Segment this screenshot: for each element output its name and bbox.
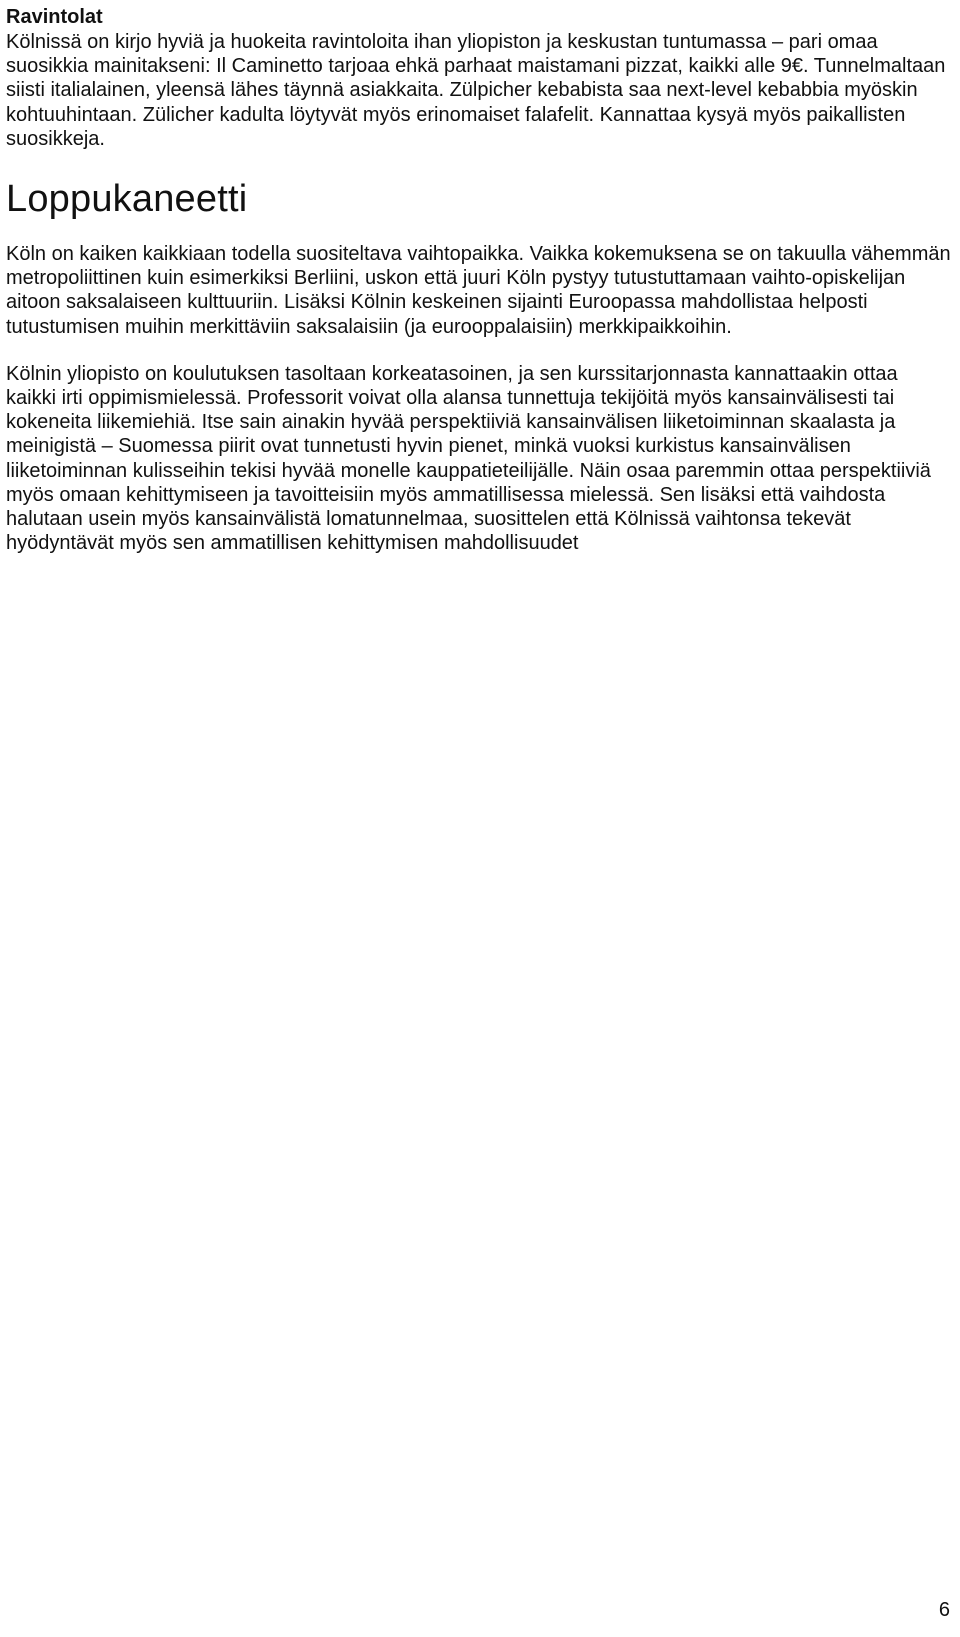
paragraph-loppukaneetti-1: Köln on kaiken kaikkiaan todella suositeltava vaihtopaikka. Vaikka kokemuksena se on takuulla vähemmän metropoliittinen kuin esimerkiksi Berliini, uskon että juuri Köln pystyy tutustuttamaan vaihto-opiskelijan aitoon saksalaiseen kulttuuriin. Lisäksi Kölnin keskeinen sijainti Euroopassa mahdollistaa helposti tutustumisen muihin merkittäviin saksalaisiin (ja eurooppalaisiin) merkkipaikkoihin. (6, 243, 951, 338)
paragraph-loppukaneetti-2: Kölnin yliopisto on koulutuksen tasoltaan korkeatasoinen, ja sen kurssitarjonnasta kannattaakin ottaa kaikki irti oppimismielessä. Professorit voivat olla alansa tunnettuja tekijöitä myös kansainvälisesti tai kokeneita liikemiehiä. Itse sain ainakin hyvää perspektiiviä kansainvälisen liiketoiminnan skaalasta ja meinigistä – Suomessa piirit ovat tunnetusti hyvin pienet, minkä vuoksi kurkistus kansainvälisen liiketoiminnan kulisseihin tekisi hyvää monelle kauppatieteilijälle. Näin osaa paremmin ottaa perspektiiviä myös omaan kehittymiseen ja tavoitteisiin myös ammatillisessa mielessä. Sen lisäksi että vaihdosta halutaan usein myös kansainvälistä lomatunnelmaa, suosittelen että Kölnissä vaihtonsa tekevät hyödyntävät myös sen ammatillisen kehittymisen mahdollisuudet (6, 362, 931, 555)
section-heading-loppukaneetti: Loppukaneetti (6, 178, 248, 221)
document-page (6, 0, 952, 555)
section-heading-ravintolat: Ravintolat (6, 6, 103, 28)
paragraph-ravintolat: Kölnissä on kirjo hyviä ja huokeita ravintoloita ihan yliopiston ja keskustan tuntumassa – pari omaa suosikkia mainitakseni: Il Caminetto tarjoaa ehkä parhaat maistamani pizzat, kaikki alle 9€. Tunnelmaltaan siisti italialainen, yleensä lähes täynnä asiakkaita. Zülpicher kebabista saa next-level kebabbia myöskin kohtuuhintaan. Zülicher kadulta löytyvät myös erinomaiset falafelit. Kannattaa kysyä myös paikallisten suosikkeja. (6, 31, 946, 150)
page-number: 6 (938, 1599, 950, 1621)
